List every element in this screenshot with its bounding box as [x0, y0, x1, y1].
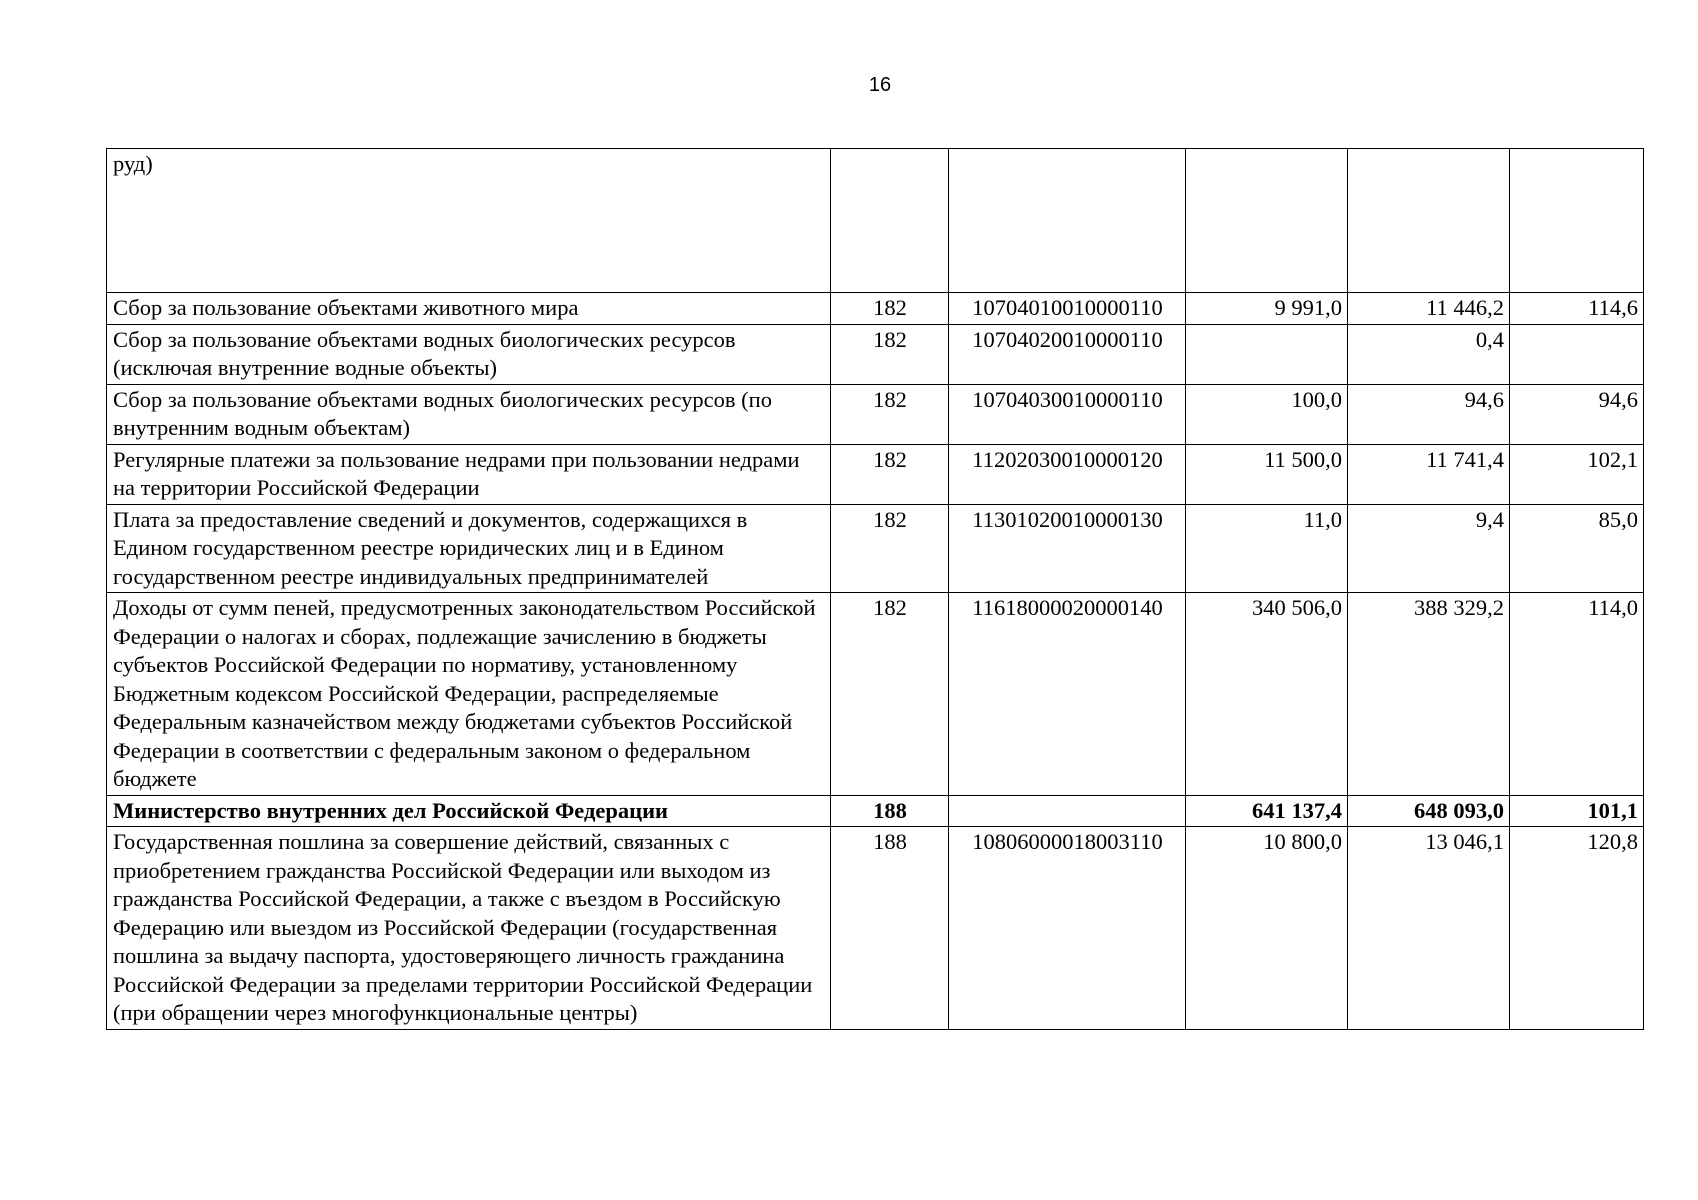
- percent-cell: 94,6: [1510, 384, 1644, 444]
- admin-code-cell: 182: [831, 293, 949, 325]
- plan-amount-cell: 641 137,4: [1186, 795, 1348, 827]
- table-row: [107, 795, 1644, 827]
- percent-cell: [1510, 149, 1644, 293]
- percent-cell: 114,0: [1510, 593, 1644, 796]
- percent-cell: 85,0: [1510, 504, 1644, 593]
- table-row: [107, 149, 1644, 293]
- budget-classification-code-cell: [949, 795, 1186, 827]
- budget-classification-code-cell: 11202030010000120: [949, 444, 1186, 504]
- actual-amount-cell: 13 046,1: [1348, 827, 1510, 1030]
- table-row: [107, 384, 1644, 444]
- actual-amount-cell: [1348, 149, 1510, 293]
- percent-cell: 114,6: [1510, 293, 1644, 325]
- table-body: [107, 149, 1644, 1030]
- admin-code-cell: 188: [831, 795, 949, 827]
- table-row: [107, 827, 1644, 1030]
- table-row: [107, 293, 1644, 325]
- actual-amount-cell: 388 329,2: [1348, 593, 1510, 796]
- revenue-name-cell: Сбор за пользование объектами водных биологических ресурсов (по внутренним водным объектам): [107, 384, 831, 444]
- revenue-name-cell: Сбор за пользование объектами животного мира: [107, 293, 831, 325]
- budget-classification-code-cell: 10704020010000110: [949, 324, 1186, 384]
- table-row: [107, 593, 1644, 796]
- actual-amount-cell: 11 741,4: [1348, 444, 1510, 504]
- admin-code-cell: 182: [831, 444, 949, 504]
- revenue-name-cell: руд): [107, 149, 831, 293]
- admin-code-cell: [831, 149, 949, 293]
- actual-amount-cell: 94,6: [1348, 384, 1510, 444]
- plan-amount-cell: 11 500,0: [1186, 444, 1348, 504]
- percent-cell: 102,1: [1510, 444, 1644, 504]
- plan-amount-cell: 9 991,0: [1186, 293, 1348, 325]
- admin-code-cell: 182: [831, 504, 949, 593]
- percent-cell: [1510, 324, 1644, 384]
- actual-amount-cell: 648 093,0: [1348, 795, 1510, 827]
- percent-cell: 101,1: [1510, 795, 1644, 827]
- revenue-name-cell: Сбор за пользование объектами водных биологических ресурсов (исключая внутренние водные объекты): [107, 324, 831, 384]
- revenue-name-cell: Государственная пошлина за совершение действий, связанных с приобретением гражданства Российской Федерации или выходом из гражданства Российской Федерации, а также с въездом в Российскую Федерацию или выездом из Российской Федерации (государственная пошлина за выдачу паспорта, удостоверяющего личность гражданина Российской Федерации за пределами территории Российской Федерации (при обращении через многофункциональные центры): [107, 827, 831, 1030]
- plan-amount-cell: 340 506,0: [1186, 593, 1348, 796]
- admin-code-cell: 182: [831, 593, 949, 796]
- plan-amount-cell: 11,0: [1186, 504, 1348, 593]
- admin-code-cell: 188: [831, 827, 949, 1030]
- actual-amount-cell: 11 446,2: [1348, 293, 1510, 325]
- plan-amount-cell: 10 800,0: [1186, 827, 1348, 1030]
- table-row: [107, 504, 1644, 593]
- budget-classification-code-cell: 11618000020000140: [949, 593, 1186, 796]
- revenue-name-cell: Доходы от сумм пеней, предусмотренных законодательством Российской Федерации о налогах и сборах, подлежащие зачислению в бюджеты субъектов Российской Федерации по нормативу, установленному Бюджетным кодексом Российской Федерации, распределяемые Федеральным казначейством между бюджетами субъектов Российской Федерации в соответствии с федеральным законом о федеральном бюджете: [107, 593, 831, 796]
- budget-classification-code-cell: 10704030010000110: [949, 384, 1186, 444]
- budget-classification-code-cell: 10704010010000110: [949, 293, 1186, 325]
- admin-code-cell: 182: [831, 324, 949, 384]
- page-number: 16: [868, 74, 892, 96]
- budget-classification-code-cell: [949, 149, 1186, 293]
- plan-amount-cell: [1186, 324, 1348, 384]
- budget-classification-code-cell: 10806000018003110: [949, 827, 1186, 1030]
- revenue-name-cell: Министерство внутренних дел Российской Федерации: [107, 795, 831, 827]
- plan-amount-cell: [1186, 149, 1348, 293]
- percent-cell: 120,8: [1510, 827, 1644, 1030]
- budget-revenue-table: [106, 148, 1644, 1030]
- table-row: [107, 324, 1644, 384]
- revenue-name-cell: Регулярные платежи за пользование недрами при пользовании недрами на территории Российской Федерации: [107, 444, 831, 504]
- plan-amount-cell: 100,0: [1186, 384, 1348, 444]
- table-row: [107, 444, 1644, 504]
- actual-amount-cell: 9,4: [1348, 504, 1510, 593]
- admin-code-cell: 182: [831, 384, 949, 444]
- revenue-name-cell: Плата за предоставление сведений и документов, содержащихся в Едином государственном реестре юридических лиц и в Едином государственном реестре индивидуальных предпринимателей: [107, 504, 831, 593]
- actual-amount-cell: 0,4: [1348, 324, 1510, 384]
- budget-classification-code-cell: 11301020010000130: [949, 504, 1186, 593]
